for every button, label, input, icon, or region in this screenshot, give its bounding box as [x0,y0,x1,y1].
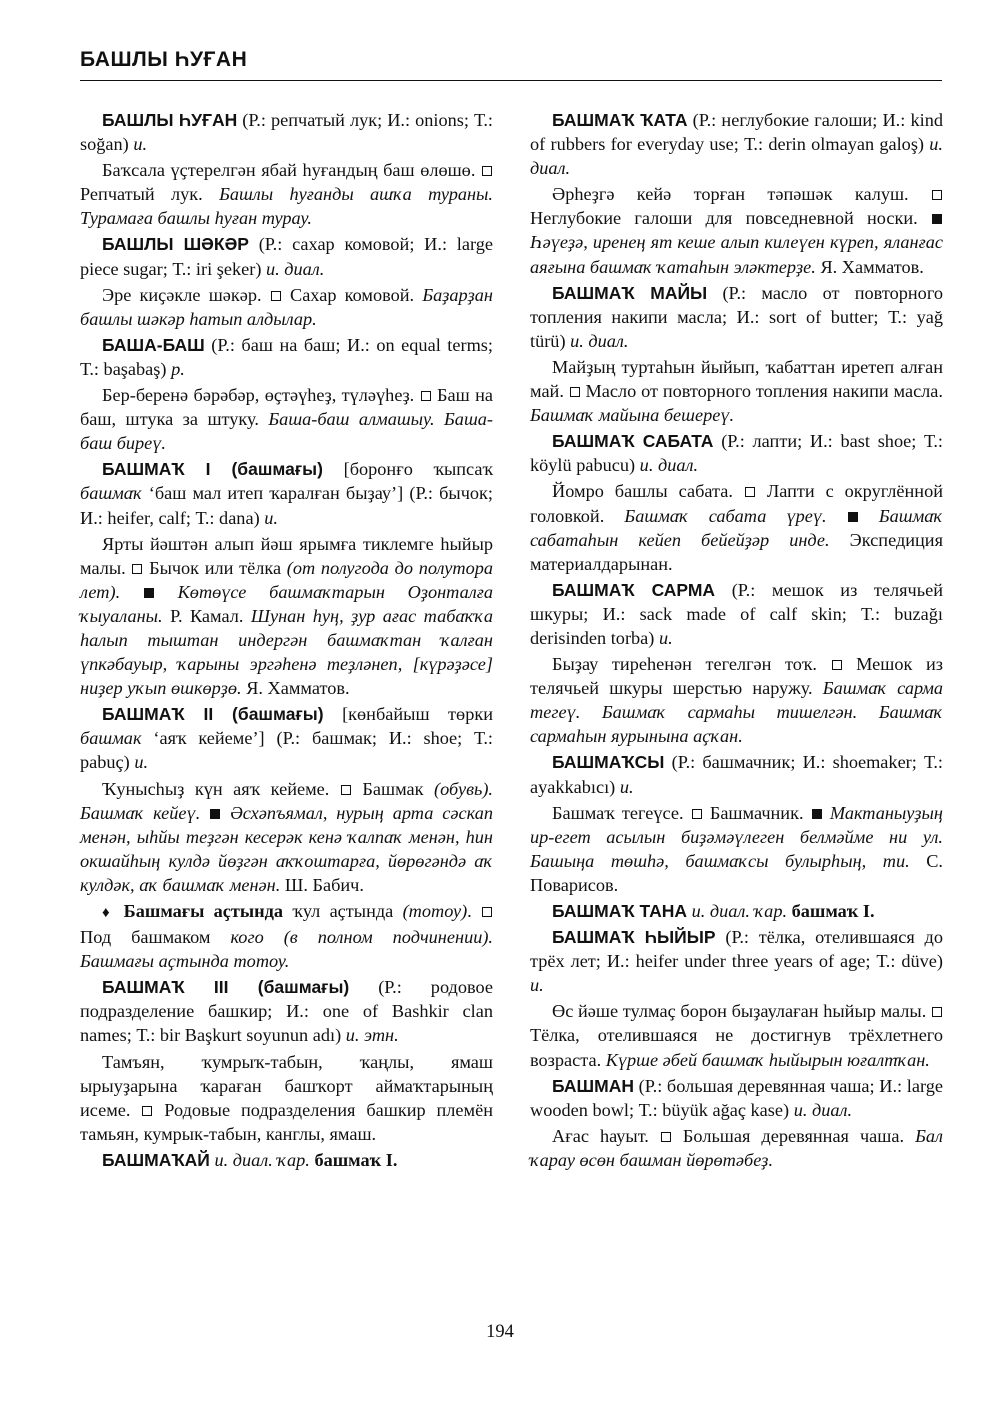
entry-text: ‘баш мал итеп ҡаралған быҙау’] (Р.: бычок; И.: heifer, calf; Т.: dana) [80,483,493,528]
entry-definition [80,383,493,455]
entry-bashly-hugan [80,108,493,156]
author-text: С. Поварисов. [530,850,943,895]
translation-text: Масло от повторного топления накипи масла. [580,381,943,402]
entry-text: (Р.: сахар комовой; И.: large piece sugar; Т.: iri şeker) [80,234,493,279]
russian-marker-icon [142,1106,152,1116]
entry-text: (Р.: неглубокие галоши; И.: kind of rubbers for everyday use; Т.: derin olmayan galoş) [530,110,943,155]
entry-text: (Р.: башмачник; И.: shoemaker; Т.: ayakkabıcı) [530,752,943,797]
literary-marker-icon [932,214,942,224]
cross-reference: башмаҡ I. [309,1149,398,1170]
entry-definition [530,1124,943,1172]
translation-text: Бычок или тёлка [143,557,287,578]
literary-marker-icon [144,588,154,598]
example-text: Башлы һуғанды ашҡа тураны. Турамаға башлы һуған турау. [80,184,493,229]
entry-text: ‘аяҡ кейеме’] (Р.: башмак; И.: shoe; Т.: pabuç) [80,728,493,773]
author-text: Я. Хамматов. [815,256,924,277]
running-title: БАШЛЫ ҺУҒАН [80,48,248,71]
russian-marker-icon [132,564,142,574]
entry-basha-bash [80,333,493,381]
phrase-diamond-icon: ♦ [102,905,115,921]
entry-bashmak-sarma [530,578,943,650]
definition-text: Тамъян, ҡумрыҡ-табын, ҡаңлы, ямаш ырыуҙарына ҡараған башҡорт аймаҡтарының исеме. [80,1051,493,1120]
definition-text: Ағас һауыт. [552,1125,660,1146]
entry-bashmak-maiy [530,281,943,353]
entry-text: (Р.: родовое подразделение башкир; И.: one of Bashkir clan names; Т.: bir Başkurt soyunun adı) [80,977,493,1046]
translation-text: Неглубокие галоши для повседневной носки. [530,208,931,229]
headword: БАШМАҠ II (башмағы) [102,704,324,725]
entry-bashmaksy [530,750,943,798]
definition-text: Башмаҡ тегеүсе. [552,802,691,823]
definition-text: Ҡунысһыҙ күн аяҡ кейеме. [102,778,340,799]
pos-label: и. [264,507,278,528]
headword: БАША-БАШ [102,334,205,355]
russian-marker-icon [570,387,580,397]
entry-definition [80,283,493,331]
pos-label: и. [619,776,634,797]
cross-reference: башмаҡ I. [787,901,875,921]
definition-text: Йомро башлы сабата. [552,481,744,502]
entry-definition [80,532,493,701]
headword: БАШМАҠ I (башмағы) [102,459,323,480]
russian-marker-icon [421,391,431,401]
pos-label: и. [134,752,149,773]
definition-text: Быҙау тиреһенән тегелгән тоҡ. [552,654,831,675]
etymon: башмак [80,728,142,749]
entry-bashmak-sabata [530,429,943,477]
entry-definition [80,158,493,230]
example-text: Мактаныуҙың ир-егет асылын биҙәмәүлеген белмәйме ни ул. Башыңа төшһә, башмаҡсы булырһың, ти. [530,802,943,871]
pos-label: и. диал. [265,258,325,279]
right-column [530,108,943,1174]
headword: БАШМАҠ САРМА [552,579,716,600]
headword: БАШМАҠСЫ [552,752,665,773]
russian-marker-icon [932,190,942,200]
translation-text: Сахар комовой. [281,284,423,305]
etymon: башмаҡ [80,483,143,504]
definition-text: Бер-беренә бәрәбәр, өҫтәүһеҙ, түләүһеҙ. [102,385,420,406]
example-text: Башмаҡ сабатаһын кейеп бейейҙәр инде. [530,505,944,550]
definition-text: ҡул аҫтында [283,901,403,921]
entry-definition [530,652,943,748]
headword: БАШМАҠ ҠАТА [552,110,688,130]
russian-marker-icon [692,809,702,819]
entry-bashmak-3 [80,975,493,1047]
definition-text: Майҙың туртаһын йыйып, ҡабаттан иретеп алған май. [530,356,943,402]
pos-label: и. [658,627,673,648]
russian-marker-icon [271,291,281,301]
translation-text: Родовые подразделения башкир племён тамьян, кумрык-табын, канглы, ямаш. [80,1099,493,1144]
example-text: Башмаҡ сарма тегеү. Башмаҡ сармаһы тишелгән. Башмаҡ сармаһын яурынына аҫҡан. [530,678,943,747]
translation-text: Большая деревянная чаша. [671,1125,916,1146]
page-number: 194 [486,1322,514,1342]
example-text: Баҙарҙан башлы шәкәр һатып алдылар. [80,284,493,329]
entry-bashmakai [80,1148,493,1172]
example-text: Баша-баш алмашыу. Баша-баш биреү. [80,409,493,454]
definition-text: Өс йәше тулмаҫ борон быҙаулаған һыйыр малы. [552,1001,931,1022]
author-text: Ш. Бабич. [280,874,364,895]
definition-text: Ярты йәштән алып йәш ярымға тиклемге һыйыр малы. [80,533,493,578]
headword: БАШМАҠАЙ [102,1149,210,1170]
phrase-text: Башмағы аҫтында [114,901,284,921]
example-text: Башмағы аҫтында тотоу. [80,951,290,972]
translation-text: Баш на баш, штука за штуку. [80,385,493,430]
entry-text: (Р.: баш на баш; И.: on equal terms; Т.: başabaş) [80,334,493,379]
spacer-text [827,506,847,526]
entry-definition [530,355,943,427]
gloss-text: (обувь). [434,778,493,799]
example-text: Башмаҡ майына бешереү. [530,405,735,426]
russian-marker-icon [482,166,492,176]
definition-text: Эре киҫәкле шәкәр. [102,284,270,305]
gloss-text: (от полугода до полутора лет). [80,557,493,602]
russian-marker-icon [745,487,755,497]
russian-marker-icon [341,785,351,795]
headword: БАШЛЫ ҺУҒАН [102,110,238,130]
entry-phrase [80,899,493,973]
pos-label: и. диал. ҡар. [687,901,788,921]
literary-marker-icon [812,809,822,819]
headword: БАШМАҠ САБАТА [552,431,714,452]
entry-text: [боронғо ҡыпсаҡ [322,459,493,480]
spacer-text [823,803,830,823]
example-text: Күрше әбей башмаҡ һыйырын юғалтҡан. [605,1049,930,1070]
example-text: Һәүеҙә, иренең ят кеше алып килеүен күреп, яланғас аяғына башмаҡ ҡатаһын эләктерҙе. [530,232,943,277]
entry-definition [530,182,943,278]
pos-label: и. диал. [570,330,629,351]
pos-label: и. [133,134,148,155]
translation-text: Тёлка, отелившаяся не достигнув трёхлетнего возраста. [530,1025,943,1070]
entry-definition [80,777,493,897]
spacer-text [120,582,143,602]
entry-definition [80,1050,493,1146]
definition-text: Баҡсала үҫтерелгән ябай һуғандың баш өлөшө. [102,160,481,181]
pos-label: и. [530,975,544,996]
literary-marker-icon [210,809,220,819]
translation-text: Репчатый лук. [80,184,220,205]
entry-text: (Р.: репчатый лук; И.: onions; Т.: soğan) [80,110,493,155]
example-text: Башмаҡ кейеү. [80,802,201,823]
example-text: Башмаҡ сабата үреү. [624,505,827,526]
example-text: Шунан һуң, ҙур ағас табаҡҡа һалып тыштан индергән башмаҡтан ҡалған үпкәбауыр, ҡарыны эргәһенә теҙләнеп, [күрәҙәсе] ниҙер уҡып өшкөрҙө. [80,605,493,699]
entry-bashmak-tana [530,899,943,923]
headword: БАШМАН [552,1075,634,1096]
russian-marker-icon [932,1007,942,1017]
entry-bashman [530,1074,943,1122]
entry-bashmak-2 [80,702,493,774]
headword: БАШМАҠ МАЙЫ [552,282,708,303]
example-text: Әсхәпъямал, нурың арта сәскап менән, ыһйы теҙгән кесерәк кенә ҡалпаҡ менән, һин окшайһың кулдә йөҙгән аҡҡоштарға, йөрөгәндә аҡ кулдәк, аҡ башмаҡ менән. [80,802,493,895]
translation-text: Мешок из телячьей шкуры шерстью наружу. [530,654,943,699]
spacer-text [200,803,209,823]
author-text: Р. Камал. [162,605,251,626]
left-column [80,108,493,1174]
entry-bashmak-kata [530,108,943,180]
translation-text: Башмачник. [702,802,811,823]
entry-definition [530,999,943,1071]
entry-text: (Р.: масло от повторного топления накипи масла; И.: sort of butter; Т.: yağ türü) [530,282,943,351]
example-text: Бал ҡарау өсөн башман йөрөтәбеҙ. [530,1125,943,1170]
entry-text: [көнбайыш төрки [323,704,493,725]
spacer-text: . [467,901,482,921]
definition-text: Әрһеҙгә кейә торған тәпәшәк калуш. [552,184,931,205]
header-rule [80,80,942,81]
author-text: Я. Хамматов. [241,678,350,699]
translation-text: Под башмаком [80,927,231,948]
pos-label: и. этн. [345,1025,399,1046]
russian-marker-icon [832,660,842,670]
translation-text: Башмак [351,778,435,799]
headword: БАШМАҠ III (башмағы) [102,977,350,998]
gloss-text: (тотоу) [402,901,468,921]
translation-text: Лапти с округлённой головкой. [530,481,944,526]
headword: БАШМАҠ ТАНА [552,901,688,921]
headword: БАШМАҠ ҺЫЙЫР [552,927,716,948]
russian-marker-icon [661,1132,671,1142]
entry-text: (Р.: лапти; И.: bast shoe; Т.: köylü pabucu) [530,431,944,476]
entry-definition [530,479,943,575]
entry-bashmak-hyiyr [530,925,943,997]
pos-label: и. диал. [793,1099,853,1120]
entry-text: (Р.: мешок из телячьей шкуры; И.: sack made of calf skin; Т.: buzağı derisinden torba) [530,579,943,648]
example-text: Көтөүсе башмаҡтарын Оҙонталға ҡыуаланы. [80,581,493,626]
literary-marker-icon [848,512,858,522]
pos-label: и. диал. ҡар. [209,1149,310,1170]
entry-text: (Р.: тёлка, отелившаяся до трёх лет; И.: heifer under three years of age; Т.: düve) [530,927,943,972]
author-text: Экспедиция материалдарынан. [530,529,944,574]
gloss-text: кого (в полном подчинении). [230,927,494,948]
entry-bashly-shaker [80,232,493,280]
entry-bashmak-1 [80,457,493,529]
russian-marker-icon [482,907,492,917]
entry-text: (Р.: большая деревянная чаша; И.: large wooden bowl; Т.: büyük ağaç kase) [530,1075,943,1120]
pos-label: и. диал. [530,134,943,179]
pos-label: и. диал. [639,455,699,476]
headword: БАШЛЫ ШӘКӘР [102,234,249,255]
pos-label: р. [171,358,185,379]
entry-definition [530,801,943,897]
